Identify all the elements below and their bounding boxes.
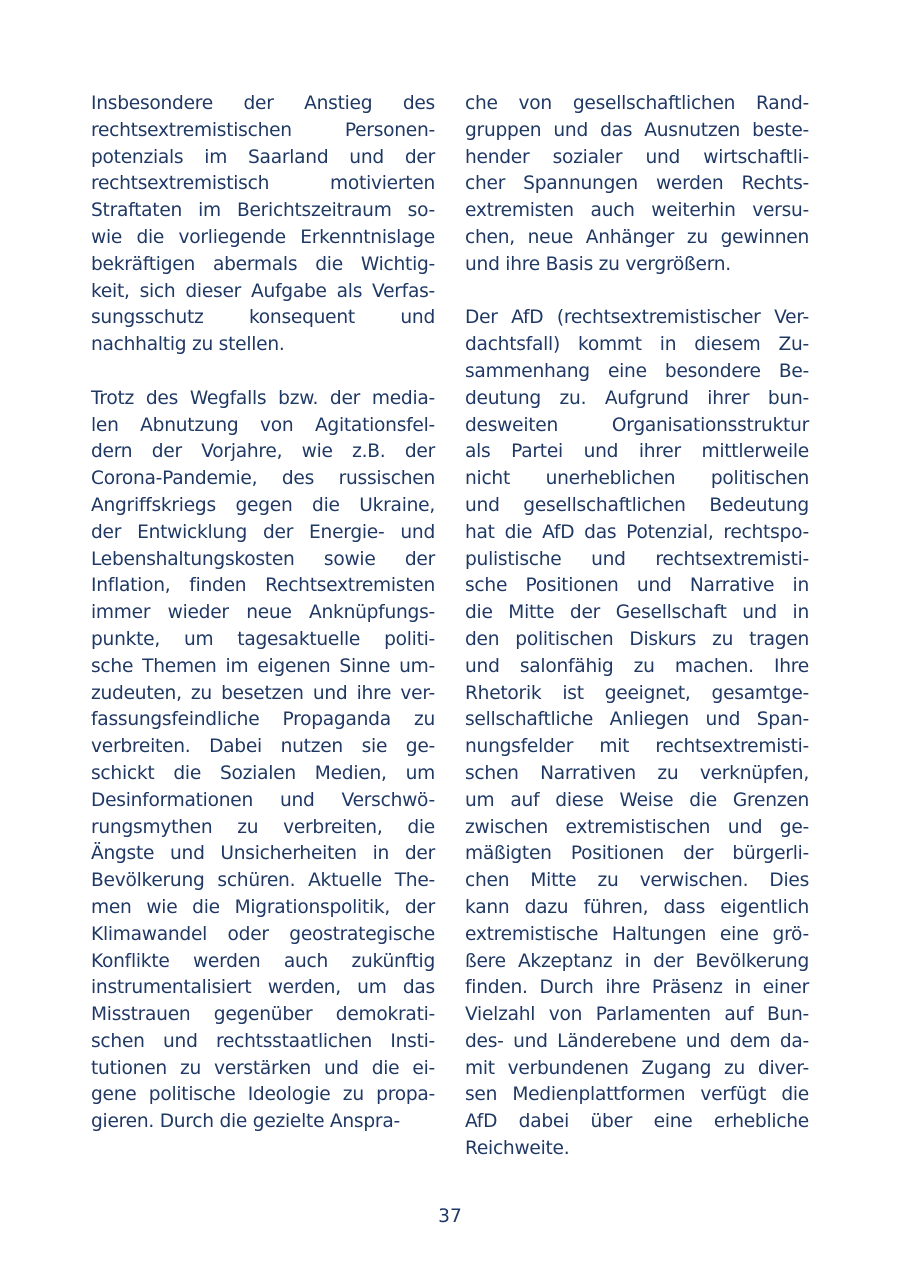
text-line: dern der Vorjahre, wie z.B. der [91, 441, 435, 463]
text-line: Konflikte werden auch zukünftig [91, 950, 435, 972]
text-line: und salonfähig zu machen. Ihre [465, 655, 809, 677]
text-line: Ängste und Unsicherheiten in der [91, 843, 435, 865]
text-line: Trotz des Wegfalls bzw. der media- [91, 387, 435, 409]
text-line: deutung zu. Aufgrund ihrer bun- [465, 387, 809, 409]
text-line: punkte, um tagesaktuelle politi- [91, 628, 435, 650]
right-text-column [465, 91, 809, 1163]
text-line: schen und rechtsstaatlichen Insti- [91, 1030, 435, 1052]
text-line: extremistische Haltungen eine grö- [465, 923, 809, 945]
text-line: sellschaftliche Anliegen und Span- [465, 709, 809, 731]
text-line: gene politische Ideologie zu propa- [91, 1084, 435, 1106]
text-line: verbreiten. Dabei nutzen sie ge- [91, 736, 435, 758]
text-line: des- und Länderebene und dem da- [465, 1030, 809, 1052]
text-line: sche Positionen und Narrative in [465, 575, 809, 597]
text-line: finden. Durch ihre Präsenz in einer [465, 977, 809, 999]
paragraph [91, 386, 435, 1136]
text-line: rungsmythen zu verbreiten, die [91, 816, 435, 838]
paragraph [465, 91, 809, 279]
text-line: keit, sich dieser Aufgabe als Verfas- [91, 280, 435, 302]
text-line: kann dazu führen, dass eigentlich [465, 896, 809, 918]
text-line: als Partei und ihrer mittlerweile [465, 441, 809, 463]
text-line: und gesellschaftlichen Bedeutung [465, 494, 809, 516]
text-line: AfD dabei über eine erhebliche [465, 1111, 809, 1133]
text-line: schickt die Sozialen Medien, um [91, 762, 435, 784]
text-line: Angriffskriegs gegen die Ukraine, [91, 494, 435, 516]
text-line: sen Medienplattformen verfügt die [465, 1084, 809, 1106]
paragraph-gap [465, 279, 809, 306]
text-line: Klimawandel oder geostrategische [91, 923, 435, 945]
text-line: Bevölkerung schüren. Aktuelle The- [91, 870, 435, 892]
text-line: Reichweite. [465, 1138, 570, 1160]
text-line: pulistische und rechtsextremisti- [465, 548, 809, 570]
text-line: sche Themen im eigenen Sinne um- [91, 655, 435, 677]
text-line: Inflation, finden Rechtsextremisten [91, 575, 435, 597]
text-line: nicht unerheblichen politischen [465, 468, 809, 490]
text-line: desweiten Organisationsstruktur [465, 414, 809, 436]
left-text-column [91, 91, 435, 1136]
text-line: schen Narrativen zu verknüpfen, [465, 762, 809, 784]
text-line: Corona-Pandemie, des russischen [91, 468, 435, 490]
text-line: cher Spannungen werden Rechts- [465, 173, 809, 195]
text-line: Der AfD (rechtsextremistischer Ver- [465, 307, 809, 329]
text-line: sungsschutz konsequent und [91, 307, 435, 329]
text-line: dachtsfall) kommt in diesem Zu- [465, 334, 809, 356]
text-line: gieren. Durch die gezielte Anspra- [91, 1111, 400, 1133]
text-line: Vielzahl von Parlamenten auf Bun- [465, 1004, 809, 1026]
paragraph [465, 305, 809, 1163]
text-line: und ihre Basis zu vergrößern. [465, 253, 731, 275]
text-line: Desinformationen und Verschwö- [91, 789, 435, 811]
text-line: bekräftigen abermals die Wichtig- [91, 253, 435, 275]
text-line: men wie die Migrationspolitik, der [91, 896, 435, 918]
text-line: len Abnutzung von Agitationsfel- [91, 414, 435, 436]
text-line: chen, neue Anhänger zu gewinnen [465, 226, 809, 248]
text-line: nungsfelder mit rechtsextremisti- [465, 736, 809, 758]
text-line: ßere Akzeptanz in der Bevölkerung [465, 950, 809, 972]
text-line: wie die vorliegende Erkenntnislage [91, 226, 435, 248]
text-line: den politischen Diskurs zu tragen [465, 628, 809, 650]
text-line: um auf diese Weise die Grenzen [465, 789, 809, 811]
text-line: extremisten auch weiterhin versu- [465, 200, 809, 222]
text-line: fassungsfeindliche Propaganda zu [91, 709, 435, 731]
text-line: sammenhang eine besondere Be- [465, 360, 809, 382]
text-line: nachhaltig zu stellen. [91, 334, 285, 356]
paragraph [91, 91, 435, 359]
text-line: rechtsextremistisch motivierten [91, 173, 435, 195]
text-line: Rhetorik ist geeignet, gesamtge- [465, 682, 809, 704]
paragraph-gap [91, 359, 435, 386]
text-line: che von gesellschaftlichen Rand- [465, 93, 809, 114]
text-line: hat die AfD das Potenzial, rechtspo- [465, 521, 809, 543]
text-line: Straftaten im Berichtszeitraum so- [91, 200, 435, 222]
text-line: rechtsextremistischen Personen- [91, 119, 435, 141]
text-line: immer wieder neue Anknüpfungs- [91, 602, 435, 624]
text-line: die Mitte der Gesellschaft und in [465, 602, 809, 624]
text-line: Insbesondere der Anstieg des [91, 93, 435, 114]
text-line: hender sozialer und wirtschaftli- [465, 146, 809, 168]
text-line: tutionen zu verstärken und die ei- [91, 1057, 435, 1079]
text-line: Lebenshaltungskosten sowie der [91, 548, 435, 570]
text-line: instrumentalisiert werden, um das [91, 977, 435, 999]
text-line: chen Mitte zu verwischen. Dies [465, 870, 809, 892]
text-line: potenzials im Saarland und der [91, 146, 435, 168]
text-line: zudeuten, zu besetzen und ihre ver- [91, 682, 435, 704]
text-line: zwischen extremistischen und ge- [465, 816, 809, 838]
text-line: mit verbundenen Zugang zu diver- [465, 1057, 809, 1079]
page-number: 37 [438, 1206, 462, 1227]
text-line: Misstrauen gegenüber demokrati- [91, 1004, 435, 1026]
text-line: mäßigten Positionen der bürgerli- [465, 843, 809, 865]
text-line: der Entwicklung der Energie- und [91, 521, 435, 543]
text-line: gruppen und das Ausnutzen beste- [465, 119, 809, 141]
